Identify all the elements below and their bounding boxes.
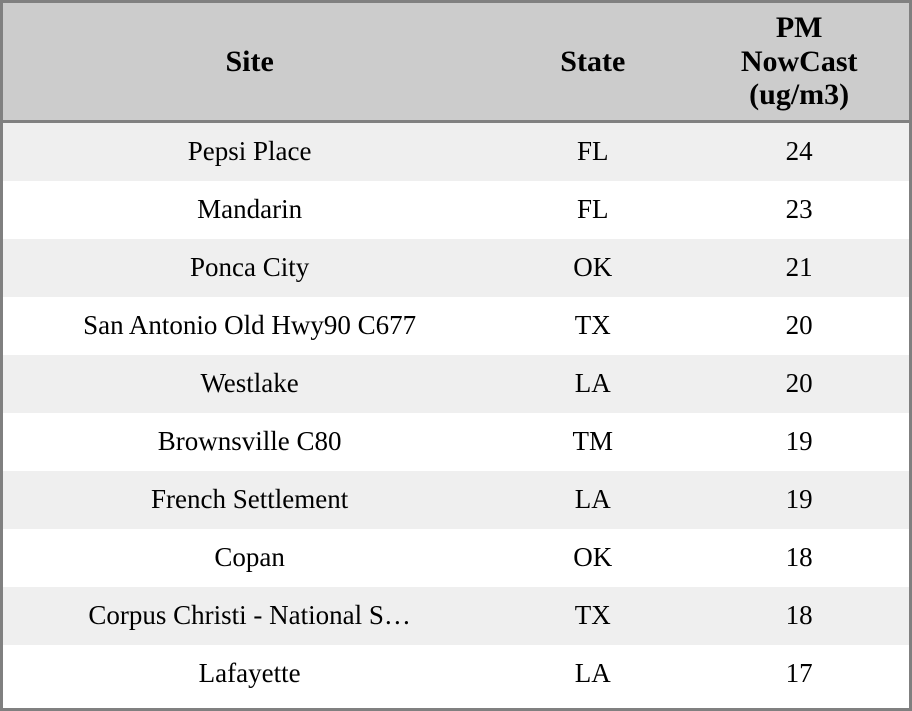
table-body	[3, 121, 909, 703]
cell-site: French Settlement	[3, 471, 496, 529]
table-row[interactable]	[3, 355, 909, 413]
column-header-pm-nowcast-line-3: (ug/m3)	[749, 78, 850, 112]
cell-value: 21	[689, 239, 909, 297]
cell-value: 20	[689, 297, 909, 355]
cell-state: OK	[496, 529, 689, 587]
cell-site: Corpus Christi - National S…	[3, 587, 496, 645]
table-header-row	[3, 3, 909, 121]
cell-state: TX	[496, 297, 689, 355]
column-header-state[interactable]: State	[496, 3, 689, 121]
cell-site: Mandarin	[3, 181, 496, 239]
cell-state: TX	[496, 587, 689, 645]
table-row[interactable]	[3, 587, 909, 645]
table-header	[3, 3, 909, 121]
table-row[interactable]	[3, 413, 909, 471]
table-row[interactable]	[3, 645, 909, 703]
cell-state: TM	[496, 413, 689, 471]
table-row[interactable]	[3, 471, 909, 529]
cell-state: FL	[496, 181, 689, 239]
column-header-pm-nowcast-line-2: NowCast	[740, 44, 858, 78]
cell-site: Brownsville C80	[3, 413, 496, 471]
cell-site: Lafayette	[3, 645, 496, 703]
table-row[interactable]	[3, 239, 909, 297]
cell-value: 18	[689, 587, 909, 645]
cell-value: 23	[689, 181, 909, 239]
cell-site: Copan	[3, 529, 496, 587]
column-header-pm-nowcast[interactable]	[689, 3, 909, 121]
cell-value: 20	[689, 355, 909, 413]
air-quality-table	[3, 3, 909, 703]
cell-state: OK	[496, 239, 689, 297]
cell-state: FL	[496, 121, 689, 181]
table-row[interactable]	[3, 121, 909, 181]
column-header-pm-nowcast-line-1: PM	[775, 11, 823, 44]
column-header-site[interactable]: Site	[3, 3, 496, 121]
cell-value: 24	[689, 121, 909, 181]
cell-site: Ponca City	[3, 239, 496, 297]
table-row[interactable]	[3, 297, 909, 355]
cell-site: Pepsi Place	[3, 121, 496, 181]
cell-value: 19	[689, 413, 909, 471]
table-row[interactable]	[3, 529, 909, 587]
cell-state: LA	[496, 471, 689, 529]
cell-state: LA	[496, 355, 689, 413]
cell-value: 18	[689, 529, 909, 587]
cell-site: Westlake	[3, 355, 496, 413]
cell-site: San Antonio Old Hwy90 C677	[3, 297, 496, 355]
cell-value: 17	[689, 645, 909, 703]
table-row[interactable]	[3, 181, 909, 239]
cell-value: 19	[689, 471, 909, 529]
cell-state: LA	[496, 645, 689, 703]
